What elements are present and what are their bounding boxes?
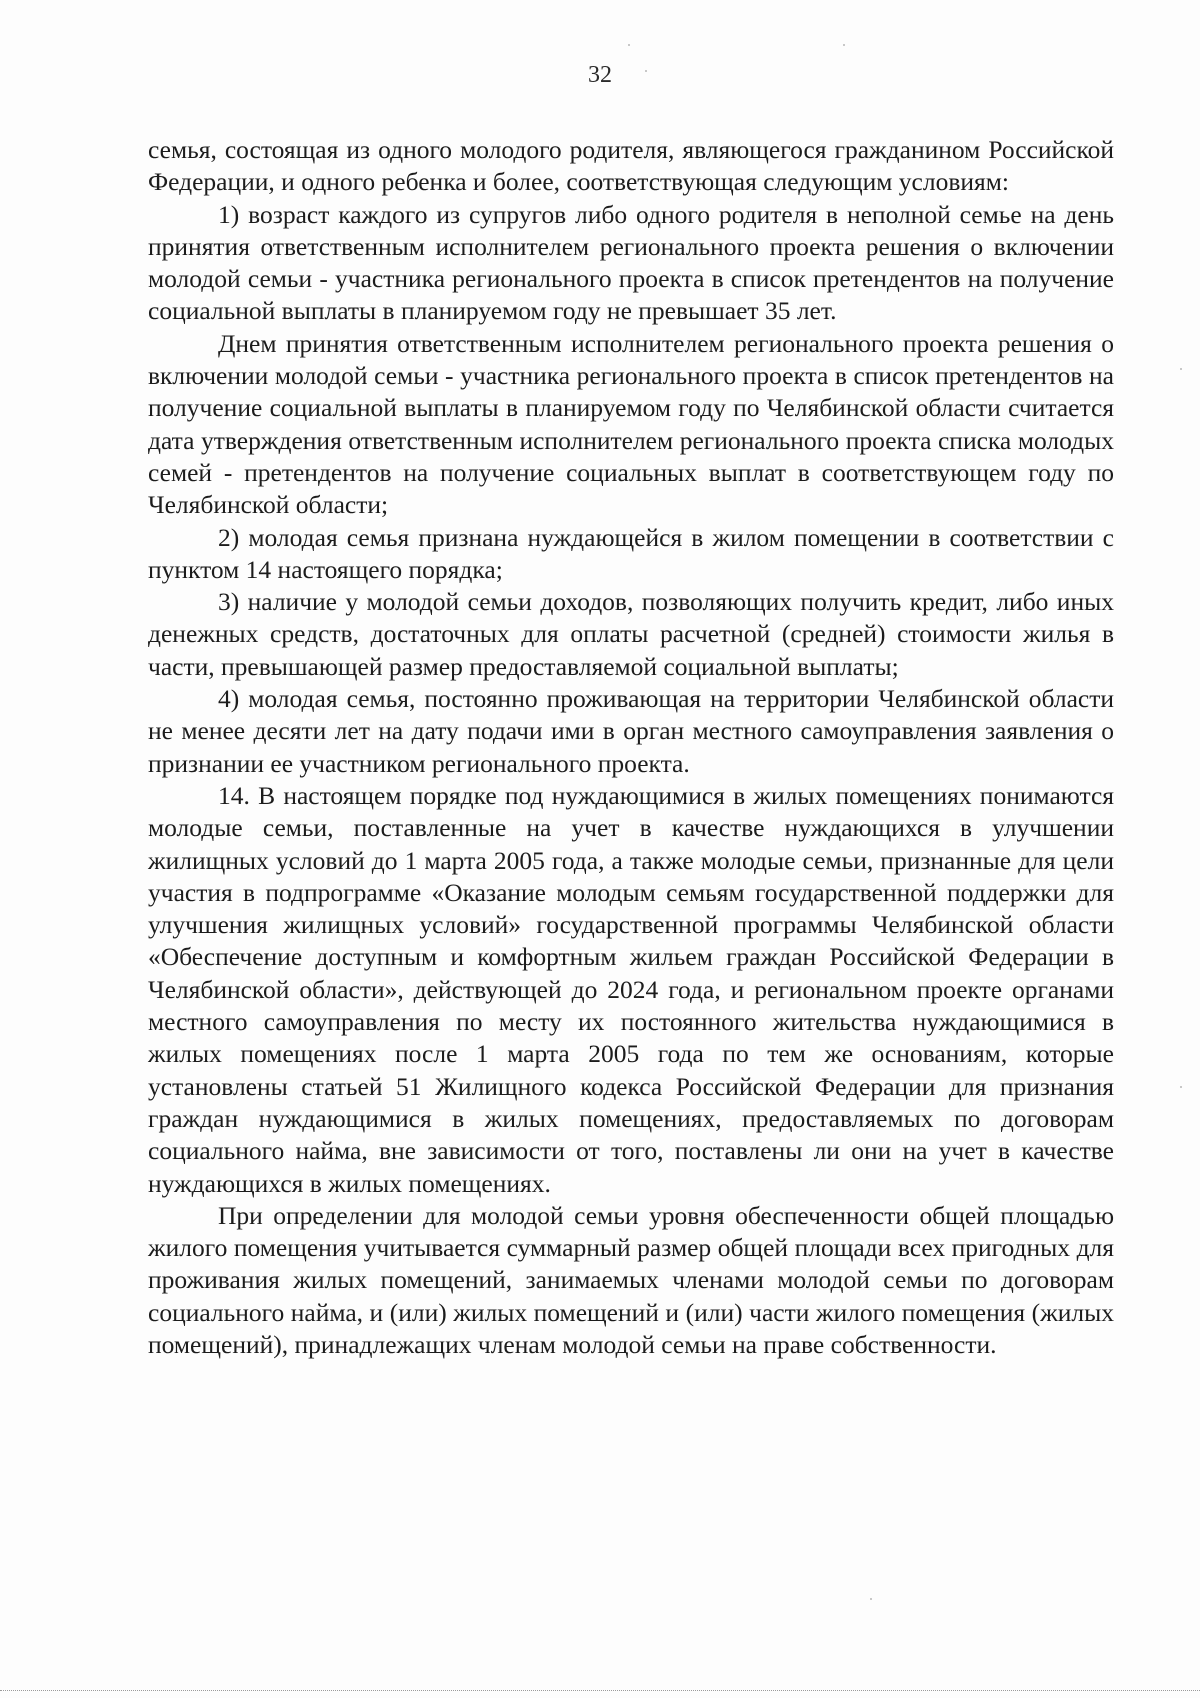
paragraph-condition-2: 2) молодая семья признана нуждающейся в жилом помещении в соответствии с пунктом 14 настоящего порядка; (148, 522, 1114, 584)
paragraph-condition-3: 3) наличие у молодой семьи доходов, позволяющих получить кредит, либо иных денежных средств, достаточных для оплаты расчетной (средней) стоимости жилья в части, превышающей размер предоставляемой социальной выплаты; (148, 587, 1114, 681)
paragraph-item-14: 14. В настоящем порядке под нуждающимися в жилых помещениях понимаются молодые семьи, поставленные на учет в качестве нуждающихся в улучшении жилищных условий до 1 марта 2005 года, а также молодые семьи, признанные для цели участия в подпрограмме «Оказание молодым семьям государственной поддержки для улучшения жилищных условий» государственной программы Челябинской области «Обеспечение доступным и комфортным жильем граждан Российской Федерации в Челябинской области», действующей до 2024 года, и региональном проекте органами местного самоуправления по месту их постоянного жительства нуждающимися в жилых помещениях после 1 марта 2005 года по тем же основаниям, которые установлены статьей 51 Жилищного кодекса Российской Федерации для признания граждан нуждающимися в жилых помещениях, предоставляемых по договорам социального найма, вне зависимости от того, поставлены ли они на учет в качестве нуждающихся в жилых помещениях. (148, 780, 1114, 1198)
scan-edge-line (0, 1690, 1200, 1691)
document-body (148, 134, 1114, 1361)
scan-speck (1180, 1086, 1182, 1088)
scan-speck (645, 70, 647, 72)
paragraph-decision-date: Днем принятия ответственным исполнителем регионального проекта решения о включении молодой семьи - участника регионального проекта в список претендентов на получение социальной выплаты в планируемом году по Челябинской области считается дата утверждения ответственным исполнителем регионального проекта списка молодых семей - претендентов на получение социальных выплат в соответствующем году по Челябинской области; (148, 328, 1114, 520)
paragraph-condition-4: 4) молодая семья, постоянно проживающая на территории Челябинской области не менее десяти лет на дату подачи ими в орган местного самоуправления заявления о признании ее участником регионального проекта. (148, 684, 1114, 778)
paragraph-housing-provision: При определении для молодой семьи уровня обеспеченности общей площадью жилого помещения учитывается суммарный размер общей площади всех пригодных для проживания жилых помещений, занимаемых членами молодой семьи по договорам социального найма, и (или) жилых помещений и (или) части жилого помещения (жилых помещений), принадлежащих членам молодой семьи на праве собственности. (148, 1200, 1114, 1359)
scan-speck (870, 1598, 872, 1600)
paragraph-continuation: семья, состоящая из одного молодого родителя, являющегося гражданином Российской Федерации, и одного ребенка и более, соответствующая следующим условиям: (148, 135, 1114, 197)
scan-speck (843, 44, 845, 46)
paragraph-condition-1: 1) возраст каждого из супругов либо одного родителя в неполной семье на день принятия ответственным исполнителем регионального проекта решения о включении молодой семьи - участника регионального проекта в список претендентов на получение социальной выплаты в планируемом году не превышает 35 лет. (148, 199, 1114, 326)
scan-speck (628, 44, 630, 46)
page-number: 32 (588, 62, 612, 88)
scan-speck (1180, 368, 1182, 370)
